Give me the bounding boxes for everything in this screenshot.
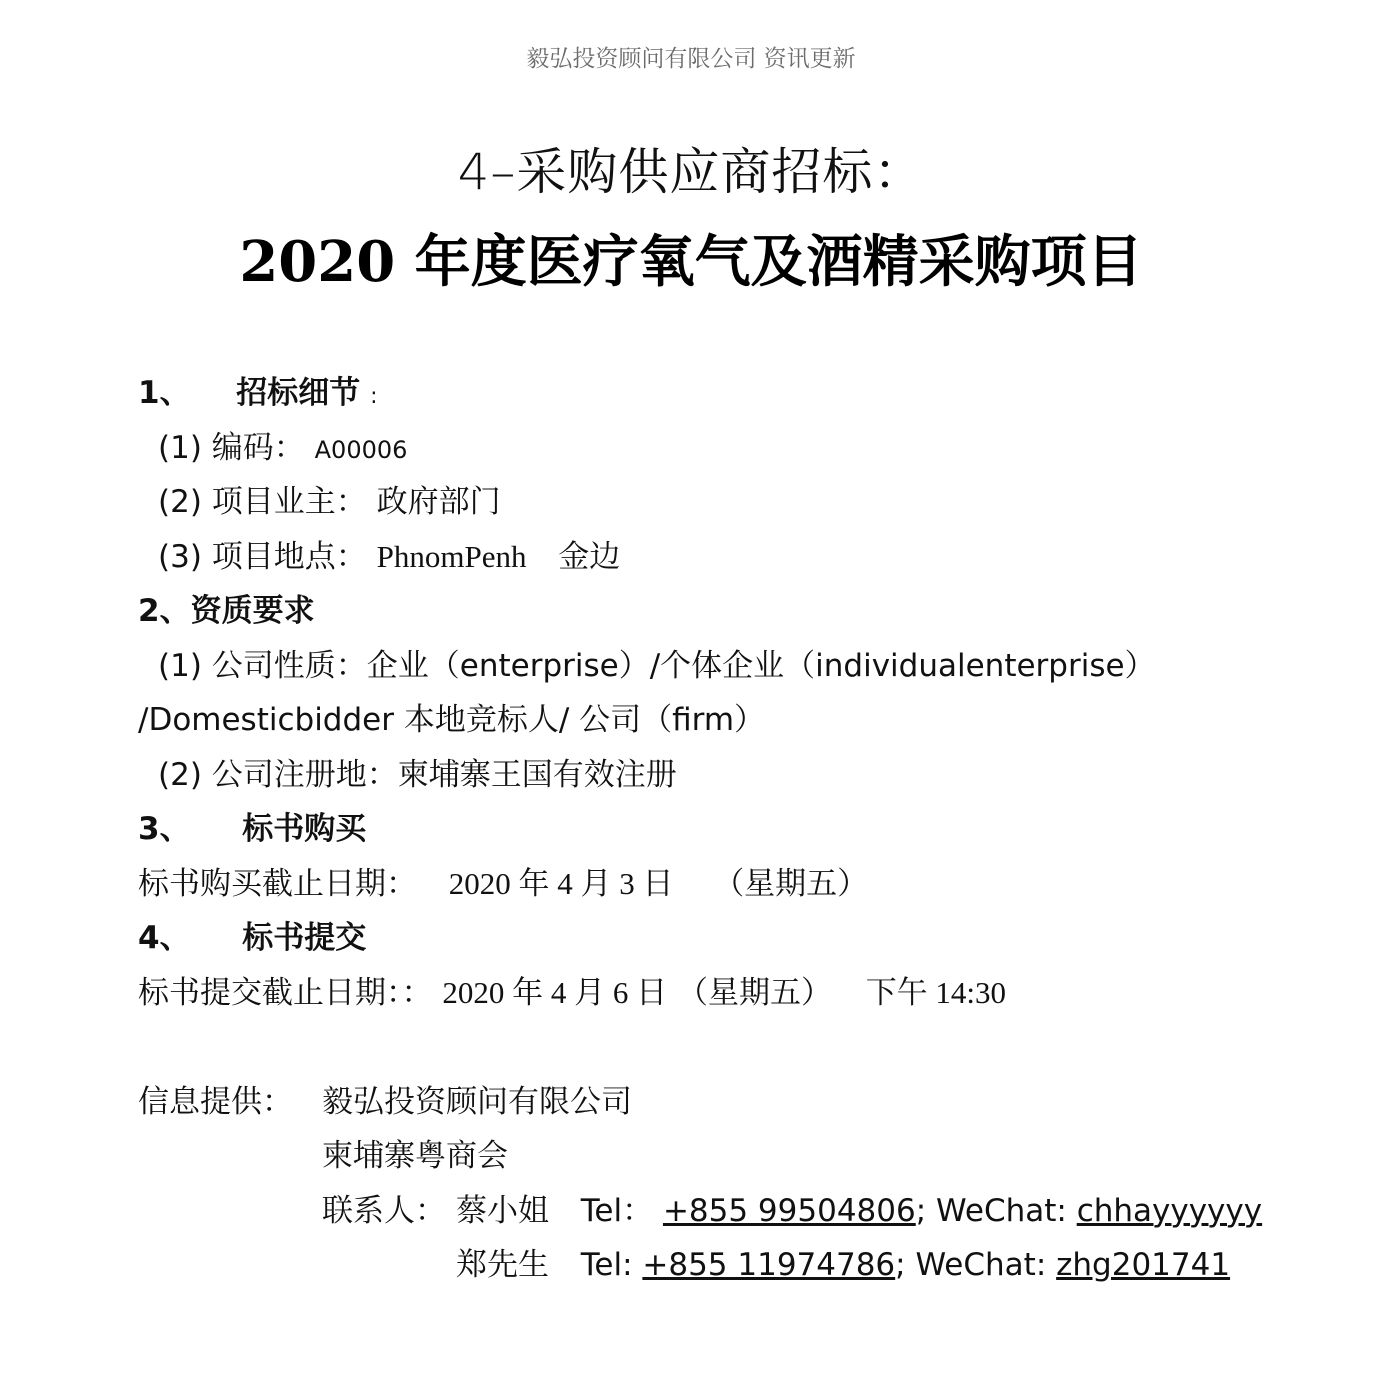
- section-1-heading: [138, 366, 1268, 421]
- item-location-value-cn: 金边: [558, 538, 621, 575]
- section-4-heading: [138, 911, 1268, 966]
- item-location-value-en: PhnomPenh: [376, 538, 527, 574]
- info-company-row: [138, 1129, 1268, 1184]
- contact-1-tel-label: Tel：: [580, 1192, 654, 1229]
- company-type-line-2: /Domesticbidder 本地竞标人/ 公司（firm）: [138, 702, 766, 738]
- item-code-label: (1) 编码：: [158, 429, 305, 466]
- contact-2-wechat-label: ; WeChat:: [895, 1247, 1057, 1283]
- section-1-number: 1、: [138, 375, 191, 411]
- info-company-2: 柬埔寨粤商会: [322, 1138, 508, 1174]
- contact-1-wechat-label: ; WeChat:: [915, 1192, 1077, 1229]
- title-line-1: 4–采购供应商招标：: [457, 143, 925, 201]
- section-3-title: 标书购买: [242, 811, 367, 847]
- section-3-heading: [138, 802, 1268, 857]
- item-location-label: (3) 项目地点：: [158, 538, 367, 575]
- purchase-deadline-date: 2020 年 4 月 3 日: [448, 865, 674, 901]
- contact-2-name: 郑先生: [456, 1247, 549, 1283]
- section-4-number: 4、: [138, 920, 191, 956]
- item-code-value: A00006: [314, 435, 408, 464]
- page-header: 毅弘投资顾问有限公司 资讯更新: [526, 46, 856, 72]
- contact-row-1: [138, 1184, 1268, 1239]
- contact-1: [456, 1184, 1262, 1239]
- company-registration: (2) 公司注册地：柬埔寨王国有效注册: [158, 756, 677, 793]
- item-owner: [138, 475, 1268, 530]
- document-body: [138, 366, 1268, 1293]
- info-provider-row: [138, 1075, 1268, 1130]
- submission-deadline-date: 2020 年 4 月 6 日: [442, 974, 668, 1010]
- contact-1-wechat-link[interactable]: chhayyyyyy: [1076, 1192, 1263, 1229]
- info-provider-label: 信息提供：: [138, 1083, 293, 1120]
- submission-deadline-label: 标书提交截止日期：：: [138, 974, 433, 1011]
- section-1-title: 招标细节: [236, 375, 361, 411]
- submission-deadline: [138, 966, 1268, 1021]
- section-1-colon: :: [370, 384, 378, 409]
- item-code: [138, 421, 1268, 476]
- purchase-deadline-weekday: （星期五）: [713, 865, 869, 902]
- contact-1-tel-link[interactable]: +855 99504806: [662, 1192, 916, 1229]
- contact-1-name: 蔡小姐: [456, 1192, 549, 1229]
- contact-label: 联系人：: [322, 1192, 446, 1229]
- submission-deadline-time: 下午 14:30: [865, 974, 1007, 1010]
- contact-2: [456, 1238, 1230, 1293]
- contact-2-tel-link[interactable]: +855 11974786: [642, 1247, 896, 1283]
- company-type-line-1: (1) 公司性质：企业（enterprise）/个体企业（individualenterprise）: [158, 647, 1156, 684]
- item-owner-label: (2) 项目业主：: [158, 484, 367, 520]
- contact-2-tel-label: Tel:: [580, 1247, 643, 1283]
- submission-deadline-weekday: （星期五）: [676, 974, 832, 1011]
- contact-row-2: [138, 1238, 1268, 1293]
- section-4-title: 标书提交: [242, 920, 367, 956]
- purchase-deadline-label: 标书购买截止日期：: [138, 865, 417, 902]
- purchase-deadline: [138, 857, 1268, 912]
- contact-2-wechat-link[interactable]: zhg201741: [1056, 1247, 1231, 1283]
- item-location: [138, 530, 1268, 585]
- item-owner-value: 政府部门: [376, 484, 501, 520]
- title-line-2: 2020 年度医疗氧气及酒精采购项目: [239, 229, 1143, 295]
- section-3-number: 3、: [138, 811, 191, 847]
- section-2-heading: 2、资质要求: [138, 593, 315, 629]
- info-company-1: 毅弘投资顾问有限公司: [322, 1083, 632, 1120]
